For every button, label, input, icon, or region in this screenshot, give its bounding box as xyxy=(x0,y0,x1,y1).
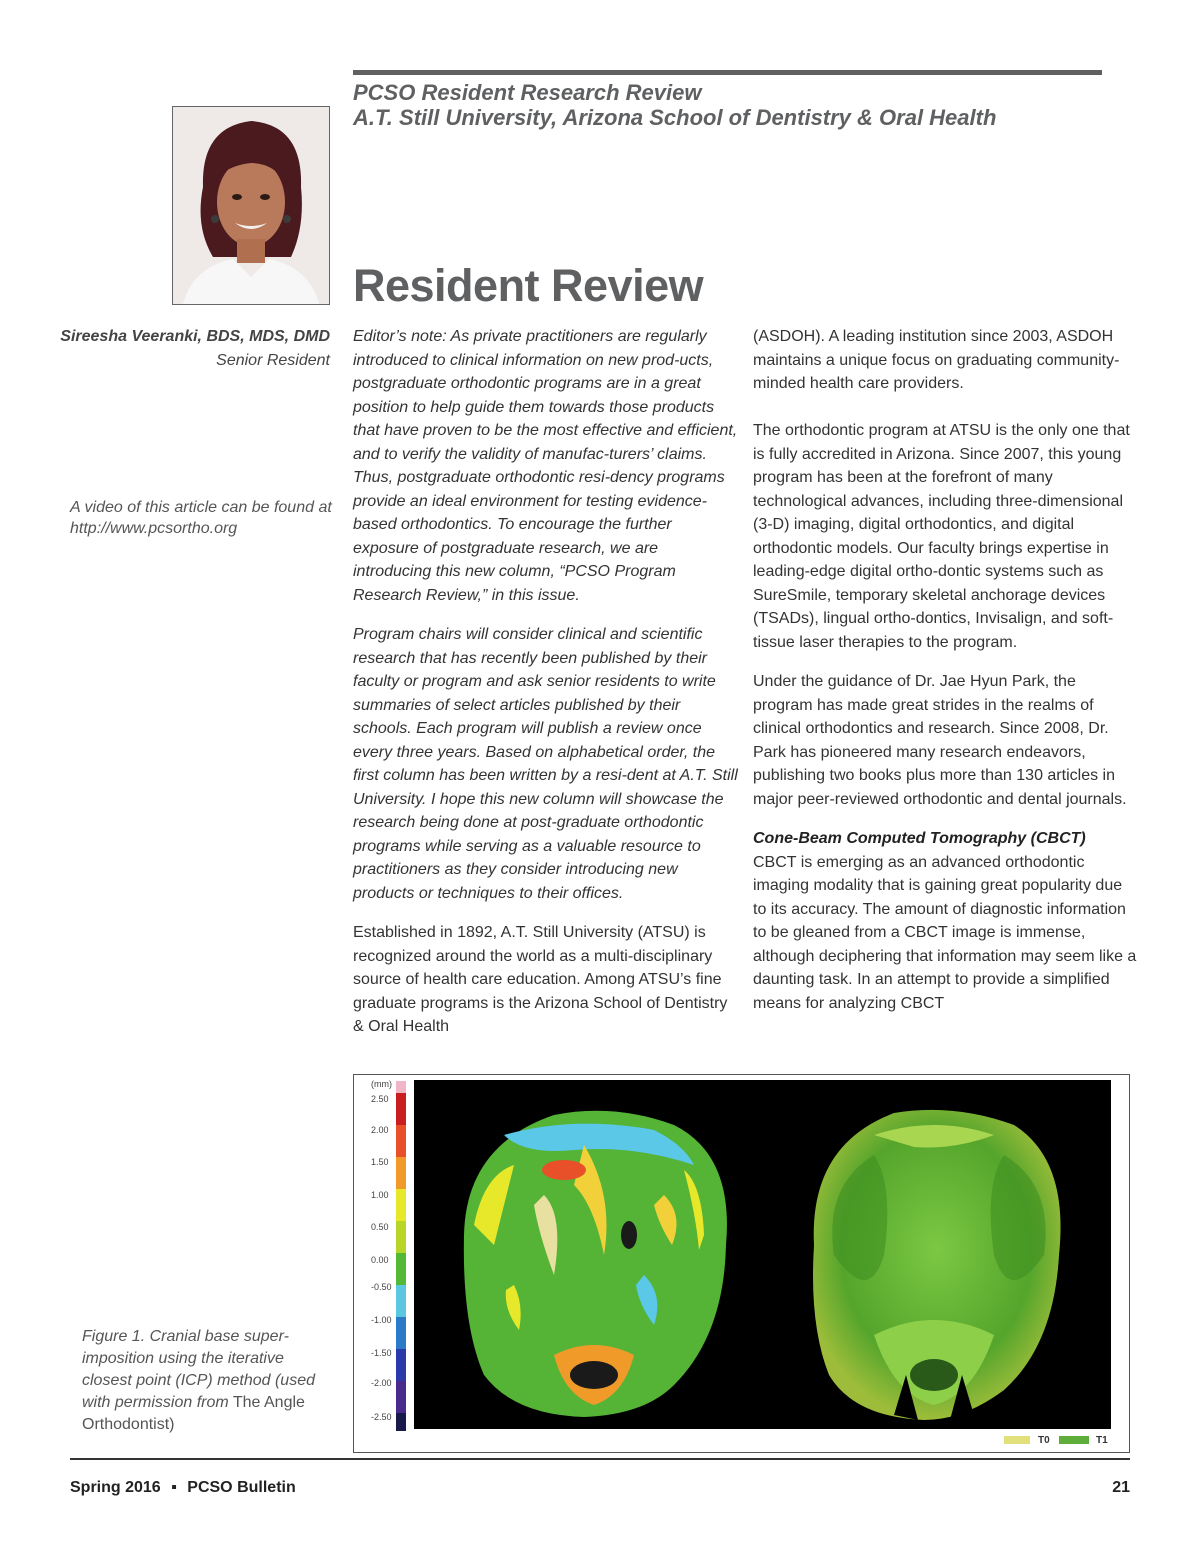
scale-label: 0.00 xyxy=(371,1255,389,1265)
figure-legend xyxy=(1004,1435,1108,1446)
caption-label: Figure 1. xyxy=(82,1328,146,1345)
page-number: 21 xyxy=(1112,1479,1130,1496)
legend-label-t1: T1 xyxy=(1096,1435,1108,1446)
scale-label: 1.50 xyxy=(371,1157,389,1167)
footer-bullet: ▪ xyxy=(171,1479,177,1496)
scale-label: 2.50 xyxy=(371,1094,389,1104)
page-title: Resident Review xyxy=(353,260,704,311)
header-rule xyxy=(353,70,1102,75)
caption-text: Cranial base super-imposition using the iterative closest point (ICP) method (used with permission from xyxy=(82,1328,315,1411)
scale-label: -2.50 xyxy=(371,1412,392,1422)
scale-unit: (mm) xyxy=(371,1079,392,1089)
legend-swatch-t0 xyxy=(1004,1436,1030,1444)
cbct-paragraph: CBCT is emerging as an advanced orthodontic imaging modality that is gaining great popularity due to its accuracy. The amount of diagnostic information to be gleaned from a CBCT image is immense, although deciphering that information may seem like a daunting task. In an attempt to provide a simplified means for analyzing CBCT xyxy=(753,853,1137,1012)
scale-label: 0.50 xyxy=(371,1222,389,1232)
scale-label: -1.50 xyxy=(371,1348,392,1358)
footer-rule xyxy=(70,1458,1130,1460)
header-line-1: PCSO Resident Research Review xyxy=(353,80,702,105)
figure-caption xyxy=(82,1326,337,1436)
caption-source: The Angle Orthodontist) xyxy=(82,1394,305,1433)
scale-label: -0.50 xyxy=(371,1282,392,1292)
running-header xyxy=(353,80,1113,130)
atsu-paragraph: Established in 1892, A.T. Still University (ATSU) is recognized around the world as a multi-disciplinary source of health care education. Among ATSU’s fine graduate programs is the Arizona School of Dentistry & Oral Health xyxy=(353,924,728,1035)
scale-label: -2.00 xyxy=(371,1378,392,1388)
footer-title: PCSO Bulletin xyxy=(187,1479,296,1496)
column-right xyxy=(753,325,1138,1015)
cbct-subhead: Cone-Beam Computed Tomography (CBCT) xyxy=(753,830,1086,847)
figure-1 xyxy=(353,1074,1130,1453)
scale-label: 2.00 xyxy=(371,1125,389,1135)
author-name: Sireesha Veeranki, BDS, MDS, DMD xyxy=(60,328,330,345)
asdoh-paragraph: (ASDOH). A leading institution since 2003, ASDOH maintains a unique focus on graduating community-minded health care providers. xyxy=(753,328,1120,392)
legend-label-t0: T0 xyxy=(1038,1435,1050,1446)
scale-labels xyxy=(371,1094,392,1422)
video-note: A video of this article can be found at http://www.pcsortho.org xyxy=(70,499,332,537)
author-photo xyxy=(172,106,330,305)
column-left xyxy=(353,325,738,1039)
orthodontic-program-paragraph: The orthodontic program at ATSU is the only one that is fully accredited in Arizona. Since 2007, this young program has been at the forefront of many technological advances, including three-dimensional (3-D) imaging, digital orthodontics, and digital orthodontic models. Our faculty brings expertise in leading-edge digital ortho-dontic systems such as SureSmile, temporary skeletal anchorage devices (TSADs), lingual ortho-dontics, Invisalign, and soft-tissue laser therapies to the program. xyxy=(753,422,1130,651)
dr-park-paragraph: Under the guidance of Dr. Jae Hyun Park, the program has made great strides in the realms of clinical orthodontics and research. Since 2008, Dr. Park has pioneered many research endeavors, publishing two books plus more than 130 articles in major peer-reviewed orthodontic and dental journals. xyxy=(753,673,1127,808)
author-role: Senior Resident xyxy=(216,352,330,369)
footer-season: Spring 2016 xyxy=(70,1479,161,1496)
editors-note-paragraph: Editor’s note: As private practitioners are regularly introduced to clinical information on new prod-ucts, postgraduate orthodontic programs are in a great position to help guide them towards those products that have proven to be the most effective and efficient, and to verify the validity of manufac-turers’ claims. Thus, postgraduate orthodontic resi-dency programs provide an ideal environment for testing evidence-based orthodontics. To encourage the further exposure of postgraduate research, we are introducing this new column, “PCSO Program Research Review,” in this issue. xyxy=(353,328,738,604)
header-line-2: A.T. Still University, Arizona School of Dentistry & Oral Health xyxy=(353,105,997,130)
scale-label: -1.00 xyxy=(371,1315,392,1325)
program-chairs-paragraph: Program chairs will consider clinical and scientific research that has recently been published by their faculty or program and ask senior residents to write summaries of select articles published by their schools. Each program will publish a review once every three years. Based on alphabetical order, the first column has been written by a resi-dent at A.T. Still University. I hope this new column will showcase the research being done at post-graduate orthodontic programs while serving as a valuable resource to practitioners as they consider introducing new products or techniques to their offices. xyxy=(353,626,738,902)
color-scale-bar xyxy=(396,1081,406,1431)
author-credit xyxy=(60,325,330,373)
scale-label: 1.00 xyxy=(371,1190,389,1200)
footer-publication xyxy=(70,1479,296,1497)
legend-swatch-t1 xyxy=(1059,1436,1089,1444)
